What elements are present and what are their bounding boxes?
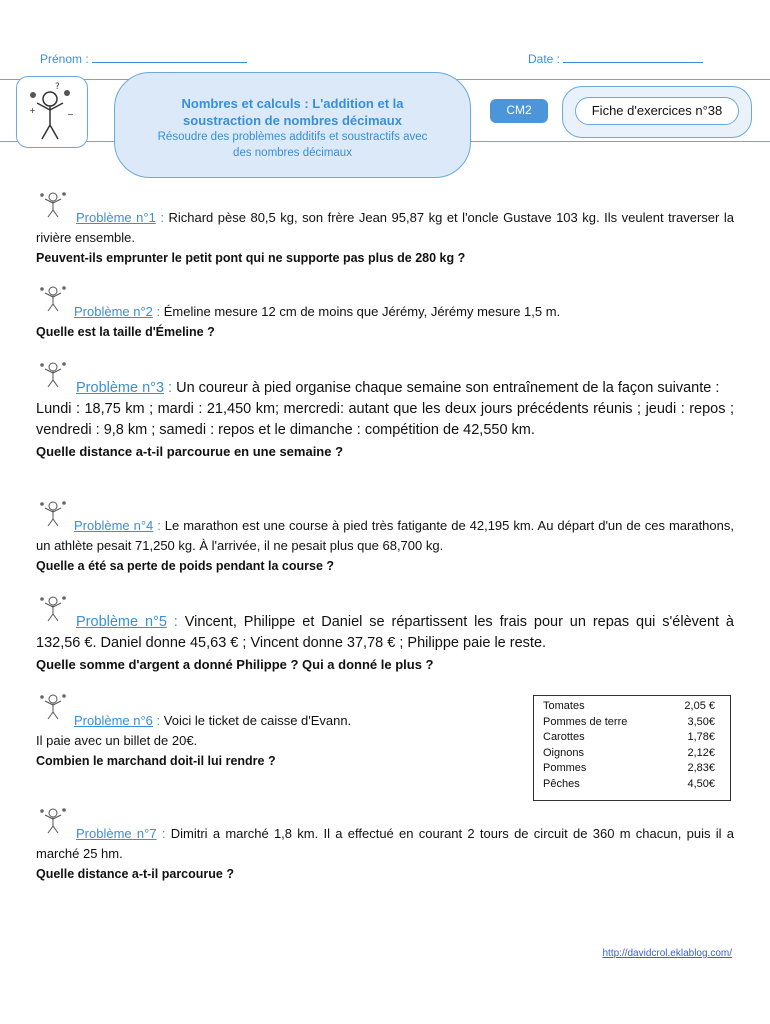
prenom-field[interactable] (40, 52, 247, 66)
juggler-icon (17, 77, 87, 147)
problem-question: Peuvent-ils emprunter le petit pont qui ne supporte pas plus de 280 kg ? (36, 251, 466, 265)
receipt-row (543, 777, 723, 793)
date-field[interactable] (528, 52, 703, 66)
problem-text: Dimitri a marché 1,8 km. Il a effectué en courant 2 tours de circuit de 360 m chacun, puis il a marché 25 hm. (36, 826, 734, 861)
receipt-item: Pêches (543, 777, 580, 790)
receipt-item: Pommes de terre (543, 715, 628, 728)
svg-text:?: ? (55, 82, 60, 92)
problem-text: Émeline mesure 12 cm de moins que Jérémy, Jérémy mesure 1,5 m. (163, 304, 561, 319)
problem-question: Quelle distance a-t-il parcourue en une semaine ? (36, 444, 344, 459)
receipt-row (543, 715, 723, 731)
problem-title: Problème n°3 (76, 380, 165, 396)
logo (16, 76, 88, 148)
prenom-label: Prénom : (40, 52, 89, 66)
problem-text: Vincent, Philippe et Daniel se répartissent les frais pour un repas qui s'élèvent à 132,56 €. Daniel donne 45,63 € ; Vincent donne 37,78 € ; Philippe paie le reste. (36, 614, 735, 651)
receipt-item: Tomates (543, 700, 585, 712)
problem-question: Quelle est la taille d'Émeline ? (36, 325, 215, 339)
problem-title: Problème n°2 (74, 304, 153, 319)
prenom-line (92, 52, 247, 63)
receipt-item: Carottes (543, 731, 585, 744)
problem-detail: Lundi : 18,75 km ; mardi : 21,450 km; mercredi: autant que les deux jours précédents réunis ; jeudi : repos ; vendredi : 9,8 km ; samedi : repos et le dimanche : compétition de 42,550 km. (36, 401, 734, 438)
problem-1: Problème n°1 : Richard pèse 80,5 kg, son frère Jean 95,87 kg et l'oncle Gustave 103 kg. Ils veulent traverser la rivière ensemble. Peuvent-ils emprunter le petit pont qui ne supporte pas plus de 280 kg ? (36, 208, 734, 268)
receipt-item: Pommes (543, 762, 587, 775)
problem-question: Quelle a été sa perte de poids pendant la course ? (36, 559, 335, 573)
title-box (114, 72, 471, 178)
fiche-number: Fiche d'exercices n°38 (575, 97, 739, 125)
receipt-row (543, 699, 723, 715)
problem-title: Problème n°4 (74, 518, 154, 533)
problem-title: Problème n°5 (76, 614, 167, 630)
footer-link[interactable]: http://davidcrol.eklablog.com/ (602, 948, 732, 959)
title-line-2: soustraction de nombres décimaux (183, 113, 402, 128)
problem-4: Problème n°4 : Le marathon est une course à pied très fatigante de 42,195 km. Au départ d'un de ces marathons, un athlète pesait 71,250 kg. À l'arrivée, il ne pesait plus que 68,700 kg. Quelle a été sa perte de poids pendant la course ? (36, 516, 734, 576)
problem-question: Combien le marchand doit-il lui rendre ? (36, 754, 276, 768)
problem-detail: Il paie avec un billet de 20€. (36, 733, 198, 748)
problem-title: Problème n°7 (76, 826, 157, 841)
title-line-1: Nombres et calculs : L'addition et la (181, 96, 404, 111)
receipt-price: 1,78€ (687, 731, 715, 744)
problem-text: Voici le ticket de caisse d'Evann. (163, 713, 352, 728)
receipt-table (533, 695, 731, 801)
level-badge: CM2 (490, 99, 548, 123)
problem-text: Richard pèse 80,5 kg, son frère Jean 95,87 kg et l'oncle Gustave 103 kg. Ils veulent traverser la rivière ensemble. (36, 210, 734, 245)
fiche-box (562, 86, 752, 138)
receipt-price: 4,50€ (687, 777, 715, 790)
problem-5: Problème n°5 : Vincent, Philippe et Daniel se répartissent les frais pour un repas qui s'élèvent à 132,56 €. Daniel donne 45,63 € ; Vincent donne 37,78 € ; Philippe paie le reste. Quelle somme d'argent a donné Philippe ? Qui a donné le plus ? (36, 612, 734, 675)
problem-3: Problème n°3 : Un coureur à pied organise chaque semaine son entraînement de la façon suivante : Lundi : 18,75 km ; mardi : 21,450 km; mercredi: autant que les deux jours précédents réunis ; jeudi : repos ; vendredi : 9,8 km ; samedi : repos et le dimanche : compétition de 42,550 km. Quelle distance a-t-il parcourue en une semaine ? (36, 378, 734, 462)
problem-title: Problème n°1 (76, 210, 156, 225)
problem-question: Quelle somme d'argent a donné Philippe ? Qui a donné le plus ? (36, 657, 434, 672)
receipt-price: 2,83€ (687, 762, 715, 775)
subtitle-line-1: Résoudre des problèmes additifs et soustractifs avec (157, 131, 428, 143)
receipt-item: Oignons (543, 746, 584, 759)
date-label: Date : (528, 52, 561, 66)
receipt-row (543, 746, 723, 762)
receipt-price: 2,05 € (684, 700, 715, 712)
problem-6: Problème n°6 : Voici le ticket de caisse d'Evann. Il paie avec un billet de 20€. Combien le marchand doit-il lui rendre ? (36, 711, 516, 771)
receipt-row (543, 761, 723, 777)
receipt-price: 2,12€ (687, 746, 715, 759)
svg-text:+: + (29, 106, 36, 115)
receipt-row (543, 730, 723, 746)
receipt-price: 3,50€ (687, 715, 715, 728)
date-line (563, 52, 703, 63)
problem-title: Problème n°6 (74, 713, 153, 728)
subtitle-line-2: des nombres décimaux (233, 147, 352, 159)
problem-text: Un coureur à pied organise chaque semaine son entraînement de la façon suivante : (176, 380, 720, 396)
problem-2: Problème n°2 : Émeline mesure 12 cm de moins que Jérémy, Jérémy mesure 1,5 m. Quelle est la taille d'Émeline ? (36, 302, 734, 342)
problem-text: Le marathon est une course à pied très fatigante de 42,195 km. Au départ d'un de ces marathons, un athlète pesait 71,250 kg. À l'arrivée, il ne pesait plus que 68,700 kg. (36, 518, 734, 553)
problem-question: Quelle distance a-t-il parcourue ? (36, 867, 234, 881)
problem-7: Problème n°7 : Dimitri a marché 1,8 km. Il a effectué en courant 2 tours de circuit de 360 m chacun, puis il a marché 25 hm. Quelle distance a-t-il parcourue ? (36, 824, 734, 884)
svg-text:−: − (67, 110, 74, 119)
